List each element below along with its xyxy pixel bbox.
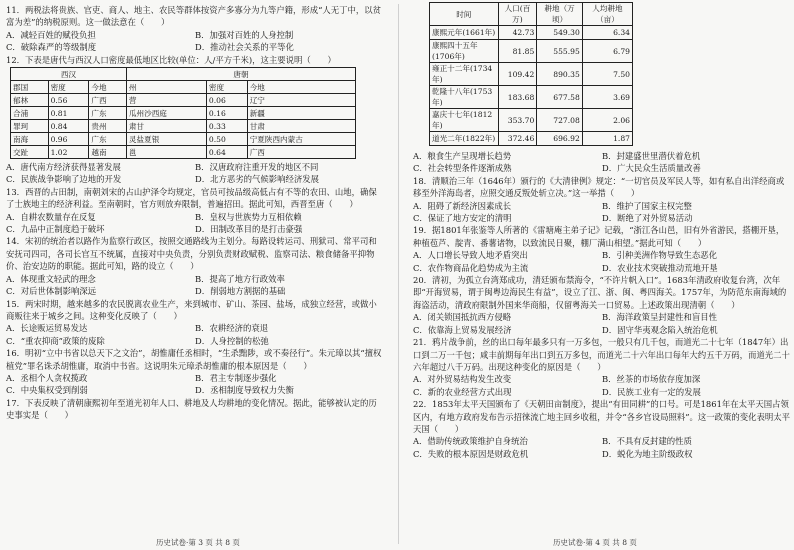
q14-option-d[interactable]: D．削弱地方割据的基础 (195, 286, 286, 297)
q20-options (413, 311, 791, 323)
q16-option-d[interactable]: D．丞相制度导致权力失衡 (195, 385, 294, 396)
cell: 0.64 (206, 146, 247, 159)
q12-options-2 (6, 173, 384, 185)
q12-col: 密度 (48, 81, 89, 94)
q20-stem: 20．清初，为孤立台湾郑成功，清廷颁布禁海令，“不许片帆入口”。1683年清政府收复台湾，次年即“开海贸易，谓于闽粤边海民生有益”，设立了江、浙、闽、粤四海关。1757年，为防范东南海域的海盗活动，清政府限制外国来华商船，仅留粤海关一口贸易。上述政策出现清朝（ ） (413, 275, 787, 310)
cell: 353.70 (498, 109, 537, 132)
cell: 890.35 (537, 63, 583, 86)
q12-stem: 12．下表是唐代与西汉人口密度最低地区比较(单位：人/平方千米)，这主要说明（ ） (6, 54, 336, 65)
q17-col: 时间 (430, 3, 499, 26)
q11-options (6, 29, 384, 41)
cell: 372.46 (498, 132, 537, 146)
q19-options (413, 249, 791, 261)
table-row (430, 26, 633, 40)
q17-option-d[interactable]: D．广大民众生活质量改善 (602, 163, 701, 174)
q11-options-2 (6, 41, 384, 53)
cell: 广东 (89, 133, 127, 146)
q18-option-b[interactable]: B．维护了国家主权完整 (602, 200, 692, 211)
cell: 7.50 (582, 63, 632, 86)
q16-option-c[interactable]: C．中央集权受到削弱 (6, 385, 88, 396)
q12-option-d[interactable]: D．北方恶劣的气候影响经济发展 (195, 174, 319, 185)
cell: 辽宁 (247, 94, 355, 107)
cell: 甘肃 (247, 120, 355, 133)
q15-stem: 15．两宋时期，越来越多的农民脱离农业生产，来到城市、矿山、茶园、盐场，成独立经营，或做小商贩往来于城乡之间。这种变化反映了（ ） (6, 298, 377, 321)
q11-stem: 11．两税法将贵族、官吏、商人、地主、农民等群体按资产多寡分为九等户籍，形成“人无丁中，以贫富为差”的纳税原则。这一做法意在（ ） (6, 5, 382, 28)
q11-option-a[interactable]: A．减轻百姓的赋役负担 (6, 29, 96, 40)
q17-stem: 17．下表反映了清朝康熙初年至道光初年人口、耕地及人均耕地的变化情况。据此，能够被认定的历史事实是（ ） (6, 397, 377, 421)
q17-option-a[interactable]: A．粮食生产呈现增长趋势 (413, 151, 512, 161)
q21-stem: 21．鸦片战争前，丝的出口每年最多只有一万多包，一般只有几千包，而道光二十七年（1847年）出口到二万一千包；咸丰前期每年出口到五万多包，而道光二十六年出口每年大约五千万码，而道光二十六年超过八千万码。出现这种变化的原因是（ ） (413, 337, 790, 372)
cell: 0.50 (206, 133, 247, 146)
q18-option-c[interactable]: C．保证了地方安定的清明 (413, 213, 512, 224)
q20-option-b[interactable]: B．海洋政策呈封建性和盲目性 (602, 312, 718, 323)
left-column (6, 0, 384, 550)
cell: 南海 (11, 133, 49, 146)
cell: 1.87 (582, 132, 632, 146)
cell: 嘉庆十七年(1812年) (430, 109, 499, 132)
q17-options (413, 150, 791, 162)
page-footer-left: 历史试卷·第 3 页 共 8 页 (156, 538, 240, 547)
q15-options-2 (6, 335, 384, 347)
q16-option-a[interactable]: A．丞相个人贪权揽政 (6, 372, 88, 383)
page-footer-right: 历史试卷·第 4 页 共 8 页 (553, 538, 637, 547)
q17-table (429, 2, 633, 146)
cell: 0.16 (206, 107, 247, 120)
q12-col: 今地 (247, 81, 355, 94)
cell: 696.92 (537, 132, 583, 146)
q12-option-c[interactable]: C．民族战争影响了边地的开发 (6, 174, 122, 185)
q22-options (413, 435, 791, 447)
q12-option-b[interactable]: B．汉唐政府注重开发的地区不同 (195, 162, 319, 173)
q13-options (6, 211, 384, 223)
q11-option-d[interactable]: D．推动社会关系的平等化 (195, 42, 294, 53)
cell: 瓜州沙西庭 (126, 107, 206, 120)
q13-stem: 13．西晋的占田制，南朝刘宋的占山护泽令均规定，官员可按品级高低占有不等的农田、山地，确保了士族地主的经济利益。至南朝时，官方则放弃限制，普遍招田。据此可知，西晋至唐（ ） (6, 186, 377, 210)
q21-options-2 (413, 386, 791, 398)
cell: 0.33 (206, 120, 247, 133)
cell: 越南 (89, 146, 127, 159)
table-row (430, 63, 633, 86)
cell: 2.06 (582, 109, 632, 132)
cell: 549.30 (537, 26, 583, 40)
q15-option-d[interactable]: D．人身控制的松弛 (195, 335, 269, 346)
q17-option-b[interactable]: B．封建盛世里潜伏着危机 (602, 151, 701, 161)
q17-option-c[interactable]: C．社会转型条件逐渐成熟 (413, 163, 512, 174)
q12-header-xihan: 西汉 (11, 68, 127, 81)
q19-option-a[interactable]: A．人口增长导致人地矛盾突出 (413, 250, 528, 261)
q18-stem: 18．清顺治三年（1646年）颁行的《大清律例》规定：“一切官员及军民人等，如有私自出洋经商或移至外洋海岛者，应照交通反叛处斩立决。”这一举措（ ） (413, 175, 785, 199)
q11-option-c[interactable]: C．破除森严的等级制度 (6, 42, 97, 53)
cell: 42.73 (498, 26, 537, 40)
q13-option-a[interactable]: A．自耕农数量存在反复 (6, 211, 96, 222)
q21-option-b[interactable]: B．丝茶的市场依存度加深 (602, 374, 701, 385)
q21-option-d[interactable]: D．民族工业有一定的发展 (602, 386, 701, 397)
cell: 新疆 (247, 107, 355, 120)
q20-option-a[interactable]: A．闭关锁国抵抗西方侵略 (413, 312, 512, 323)
q15-option-b[interactable]: B．农耕经济的衰退 (195, 323, 269, 334)
cell: 贵州 (89, 120, 127, 133)
q20-option-d[interactable]: D．固守华夷观念陷入统治危机 (602, 324, 718, 335)
table-row (430, 132, 633, 146)
q18-option-d[interactable]: D．断绝了对外贸易活动 (602, 213, 693, 224)
table-row (11, 146, 356, 159)
table-row (430, 40, 633, 63)
cell: 宁夏陕西内蒙古 (247, 133, 355, 146)
q21-options (413, 373, 791, 385)
q17-options-2 (413, 162, 791, 174)
cell: 合浦 (11, 107, 49, 120)
q15-option-a[interactable]: A．长途贩运贸易发达 (6, 323, 88, 334)
cell: 183.68 (498, 86, 537, 109)
q14-options (6, 273, 384, 285)
q17-col: 人均耕地（亩） (582, 3, 632, 26)
q19-stem: 19．据1801年张鉴等人所著的《雷塘庵主弟子记》记载，“浙江各山邑，旧有外省游民，搭棚开垦，种植苞芦、靛青、番薯诸物，以致流民日聚，棚厂满山相望。”据此可知（ ） (413, 225, 785, 248)
cell: 肃甘 (126, 120, 206, 133)
table-row (11, 94, 356, 107)
q18-options-2 (413, 212, 791, 224)
q17-col: 耕地（万顷） (537, 3, 583, 26)
q14-stem: 14．宋初的统治者以路作为监察行政区，按照交通路线为主划分。每路设转运司、刑狱司、常平司和安抚司四司，各司长官互不统属，直接对中央负责，分别负责财政赋税、监察司法、粮食储备平抑物价、治安边防的职能。据此可知，路的设立（ ） (6, 236, 377, 272)
q14-option-a[interactable]: A．体现重文轻武的理念 (6, 273, 96, 284)
cell: 广东 (89, 107, 127, 120)
q19-option-d[interactable]: D．农业技术突破推动荒地开垦 (602, 262, 718, 273)
cell: 0.56 (48, 94, 89, 107)
cell: 雍正十二年(1734年) (430, 63, 499, 86)
q19-options-2 (413, 262, 791, 274)
q20-options-2 (413, 324, 791, 336)
cell: 555.95 (537, 40, 583, 63)
cell: 0.84 (48, 120, 89, 133)
table-row (430, 109, 633, 132)
q18-option-a[interactable]: A．阻碍了新经济因素成长 (413, 200, 512, 211)
cell: 邕 (126, 146, 206, 159)
q16-options-2 (6, 384, 384, 396)
cell: 罪珂 (11, 120, 49, 133)
q16-options (6, 372, 384, 384)
q14-option-b[interactable]: B．提高了地方行政效率 (195, 273, 285, 284)
q11-option-b[interactable]: B．加强对百姓的人身控制 (195, 29, 294, 40)
q12-table (10, 67, 356, 159)
q12-options (6, 161, 384, 173)
q13-option-b[interactable]: B．皇权与世族势力互相依赖 (195, 211, 302, 222)
table-row (430, 86, 633, 109)
q13-option-c[interactable]: C．九品中正制度趋于破坏 (6, 224, 105, 235)
q18-options (413, 200, 791, 212)
cell: 灵盐夏银 (126, 133, 206, 146)
cell: 109.42 (498, 63, 537, 86)
table-row (11, 107, 356, 120)
cell: 0.81 (48, 107, 89, 120)
q14-option-c[interactable]: C．对后世体制影响深远 (6, 286, 97, 297)
q22-option-a[interactable]: A．借助传统政策维护自身统治 (413, 436, 528, 447)
cell: 3.69 (582, 86, 632, 109)
q22-option-d[interactable]: D．蜕化为地主阶级政权 (602, 448, 693, 459)
cell: 广西 (89, 94, 127, 107)
cell: 0.06 (206, 94, 247, 107)
table-row (11, 120, 356, 133)
q19-option-b[interactable]: B．引种美洲作物导致生态恶化 (602, 250, 718, 261)
q22-option-c[interactable]: C．失败的根本原因是财政危机 (413, 448, 529, 459)
q15-option-c[interactable]: C．“重农抑商”政策的废除 (6, 335, 105, 346)
cell: 交趾 (11, 146, 49, 159)
cell: 81.85 (498, 40, 537, 63)
cell: 乾隆十八年(1753年) (430, 86, 499, 109)
q14-options-2 (6, 285, 384, 297)
right-column (413, 0, 791, 550)
cell: 1.02 (48, 146, 89, 159)
q15-options (6, 322, 384, 334)
cell: 康熙元年(1661年) (430, 26, 499, 40)
column-divider (398, 4, 399, 544)
q22-stem: 22．1853年太平天国颁布了《天朝田亩制度》，提出“有田同耕”的口号。可是1861年在太平天国占领区内，有地方政府发布告示招徕流亡地主回乡收租，并令“各乡官设局照料”。这一政策的变化表明太平天国（ ） (413, 399, 791, 434)
q12-option-a[interactable]: A．唐代南方经济获得显著发展 (6, 162, 121, 173)
table-row (11, 133, 356, 146)
cell: 康熙四十五年(1706年) (430, 40, 499, 63)
cell: 6.34 (582, 26, 632, 40)
q21-option-a[interactable]: A．对外贸易结构发生改变 (413, 374, 512, 385)
cell: 727.08 (537, 109, 583, 132)
q22-options-2 (413, 448, 791, 460)
q22-option-b[interactable]: B．不具有反封建的性质 (602, 436, 692, 447)
q20-option-c[interactable]: C．依靠海上贸易发展经济 (413, 324, 512, 335)
cell: 677.58 (537, 86, 583, 109)
q16-option-b[interactable]: B．君主专制逐步强化 (195, 372, 277, 383)
q17-col: 人口(百万) (498, 3, 537, 26)
cell: 6.79 (582, 40, 632, 63)
q19-option-c[interactable]: C．农作物商品化趋势成为主流 (413, 262, 529, 273)
cell: 道光二年(1822年) (430, 132, 499, 146)
q12-col: 郡国 (11, 81, 49, 94)
q12-header-tang: 唐朝 (126, 68, 355, 81)
q12-col: 州 (126, 81, 206, 94)
q16-stem: 16．明初“立中书省以总天下之文治”，胡惟庸任丞相时，“生杀黜陟，或不奏径行”。朱元璋以其“擅权植党”罪名诛杀胡惟庸，取消中书省。这说明朱元璋杀胡惟庸的根本原因是（ ） (6, 348, 382, 371)
cell: 0.96 (48, 133, 89, 146)
cell: 广西 (247, 146, 355, 159)
cell: 郁林 (11, 94, 49, 107)
q21-option-c[interactable]: C．新的农业经营方式出现 (413, 386, 512, 397)
cell: 营 (126, 94, 206, 107)
q13-option-d[interactable]: D．田制改革目的是打击豪强 (195, 224, 303, 235)
q13-options-2 (6, 223, 384, 235)
q12-col: 密度 (206, 81, 247, 94)
q12-col: 今地 (89, 81, 127, 94)
